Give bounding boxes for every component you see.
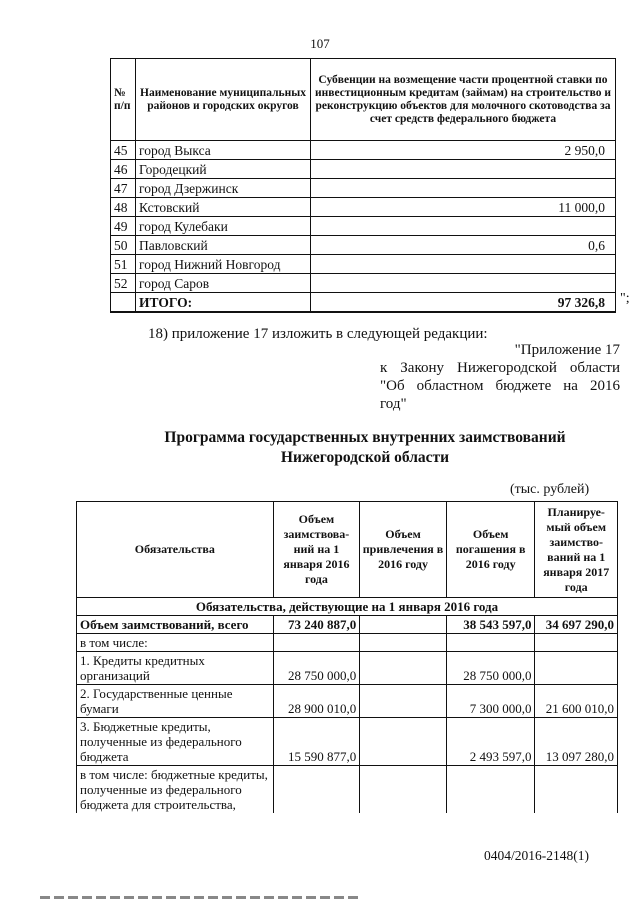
page-number: 107 bbox=[310, 36, 330, 51]
row-volume-jan1: 28 750 000,0 bbox=[273, 652, 360, 685]
appendix-line-1: "Приложение 17 bbox=[514, 342, 620, 358]
row-attraction bbox=[360, 652, 447, 685]
row-repayment: 38 543 597,0 bbox=[446, 616, 535, 634]
table-row bbox=[111, 236, 616, 255]
section-row bbox=[77, 598, 618, 616]
row-attraction bbox=[360, 718, 447, 766]
borrowing-table-body bbox=[77, 598, 618, 814]
row-obligation: в том числе: bbox=[77, 634, 274, 652]
header-obligations: Обязательства bbox=[77, 502, 274, 598]
row-obligation: 1. Кредиты кредитных организаций bbox=[77, 652, 274, 685]
row-value bbox=[311, 179, 616, 198]
total-num-cell bbox=[111, 293, 136, 313]
table-row bbox=[111, 217, 616, 236]
row-number: 45 bbox=[111, 141, 136, 160]
table-row bbox=[77, 766, 618, 814]
table-row bbox=[111, 179, 616, 198]
row-volume-jan1 bbox=[273, 634, 360, 652]
row-number: 48 bbox=[111, 198, 136, 217]
header-attraction: Объем привлечения в 2016 году bbox=[360, 502, 447, 598]
row-municipality: город Кулебаки bbox=[136, 217, 311, 236]
row-repayment: 2 493 597,0 bbox=[446, 718, 535, 766]
appendix-reference bbox=[380, 341, 620, 413]
table-row bbox=[111, 274, 616, 293]
row-number: 46 bbox=[111, 160, 136, 179]
document-code: 0404/2016-2148(1) bbox=[484, 848, 589, 863]
row-attraction bbox=[360, 685, 447, 718]
closing-quote: "; bbox=[620, 291, 630, 306]
row-planned: 34 697 290,0 bbox=[535, 616, 618, 634]
row-repayment: 28 750 000,0 bbox=[446, 652, 535, 685]
header-municipality: Наименование муниципальных районов и городских округов bbox=[136, 59, 311, 141]
row-attraction bbox=[360, 766, 447, 814]
row-value: 2 950,0 bbox=[311, 141, 616, 160]
table-row bbox=[77, 616, 618, 634]
total-label: ИТОГО: bbox=[136, 293, 311, 313]
row-planned bbox=[535, 652, 618, 685]
row-planned: 13 097 280,0 bbox=[535, 718, 618, 766]
table-row bbox=[77, 652, 618, 685]
header-planned: Планируе-мый объем заимство-ваний на 1 января 2017 года bbox=[535, 502, 618, 598]
header-number: № п/п bbox=[111, 59, 136, 141]
table-row bbox=[111, 255, 616, 274]
row-planned bbox=[535, 634, 618, 652]
header-repayment: Объем погашения в 2016 году bbox=[446, 502, 535, 598]
subsidy-table-body bbox=[111, 141, 616, 293]
row-volume-jan1: 73 240 887,0 bbox=[273, 616, 360, 634]
program-title bbox=[100, 428, 630, 468]
row-obligation: 3. Бюджетные кредиты, полученные из федерального бюджета bbox=[77, 718, 274, 766]
row-number: 49 bbox=[111, 217, 136, 236]
row-municipality: город Нижний Новгород bbox=[136, 255, 311, 274]
row-planned bbox=[535, 766, 618, 814]
row-obligation: в том числе: бюджетные кредиты, полученные из федерального бюджета для строительства, bbox=[77, 766, 274, 814]
row-value: 0,6 bbox=[311, 236, 616, 255]
section-title: Обязательства, действующие на 1 января 2016 года bbox=[77, 598, 618, 616]
header-volume-jan1: Объем заимствова-ний на 1 января 2016 года bbox=[273, 502, 360, 598]
units-label: (тыс. рублей) bbox=[510, 482, 590, 497]
table-row bbox=[111, 141, 616, 160]
row-obligation: Объем заимствований, всего bbox=[77, 616, 274, 634]
row-number: 47 bbox=[111, 179, 136, 198]
scan-artifact bbox=[40, 896, 360, 899]
table-row bbox=[111, 198, 616, 217]
row-repayment bbox=[446, 634, 535, 652]
row-value bbox=[311, 160, 616, 179]
row-planned: 21 600 010,0 bbox=[535, 685, 618, 718]
row-number: 52 bbox=[111, 274, 136, 293]
appendix-line-2: к Закону Нижегородской области bbox=[380, 360, 620, 376]
row-repayment: 7 300 000,0 bbox=[446, 685, 535, 718]
row-municipality: город Саров bbox=[136, 274, 311, 293]
appendix-line-4: год" bbox=[380, 396, 407, 412]
row-municipality: Павловский bbox=[136, 236, 311, 255]
program-title-line-2: Нижегородской области bbox=[280, 449, 450, 466]
table-row bbox=[77, 718, 618, 766]
total-row bbox=[111, 293, 616, 313]
row-municipality: Городецкий bbox=[136, 160, 311, 179]
row-volume-jan1: 28 900 010,0 bbox=[273, 685, 360, 718]
row-municipality: город Выкса bbox=[136, 141, 311, 160]
row-value bbox=[311, 255, 616, 274]
amendment-clause: 18) приложение 17 изложить в следующей редакции: bbox=[148, 326, 488, 342]
row-attraction bbox=[360, 634, 447, 652]
header-subsidy: Субвенции на возмещение части процентной ставки по инвестиционным кредитам (займам) на строительство и реконструкцию объектов для молочного скотоводства за счет средств федерального бюджета bbox=[311, 59, 616, 141]
program-title-line-1: Программа государственных внутренних заимствований bbox=[164, 429, 566, 446]
row-value bbox=[311, 217, 616, 236]
row-number: 50 bbox=[111, 236, 136, 255]
row-municipality: Кстовский bbox=[136, 198, 311, 217]
total-value: 97 326,8 bbox=[311, 293, 616, 313]
row-volume-jan1: 15 590 877,0 bbox=[273, 718, 360, 766]
row-obligation: 2. Государственные ценные бумаги bbox=[77, 685, 274, 718]
row-municipality: город Дзержинск bbox=[136, 179, 311, 198]
table-row bbox=[77, 685, 618, 718]
row-attraction bbox=[360, 616, 447, 634]
row-value bbox=[311, 274, 616, 293]
appendix-line-3: "Об областном бюджете на 2016 bbox=[380, 378, 620, 394]
row-number: 51 bbox=[111, 255, 136, 274]
row-volume-jan1 bbox=[273, 766, 360, 814]
borrowing-table bbox=[76, 501, 618, 813]
table-row bbox=[111, 160, 616, 179]
subsidy-table bbox=[110, 58, 616, 313]
row-repayment bbox=[446, 766, 535, 814]
row-value: 11 000,0 bbox=[311, 198, 616, 217]
table-row bbox=[77, 634, 618, 652]
